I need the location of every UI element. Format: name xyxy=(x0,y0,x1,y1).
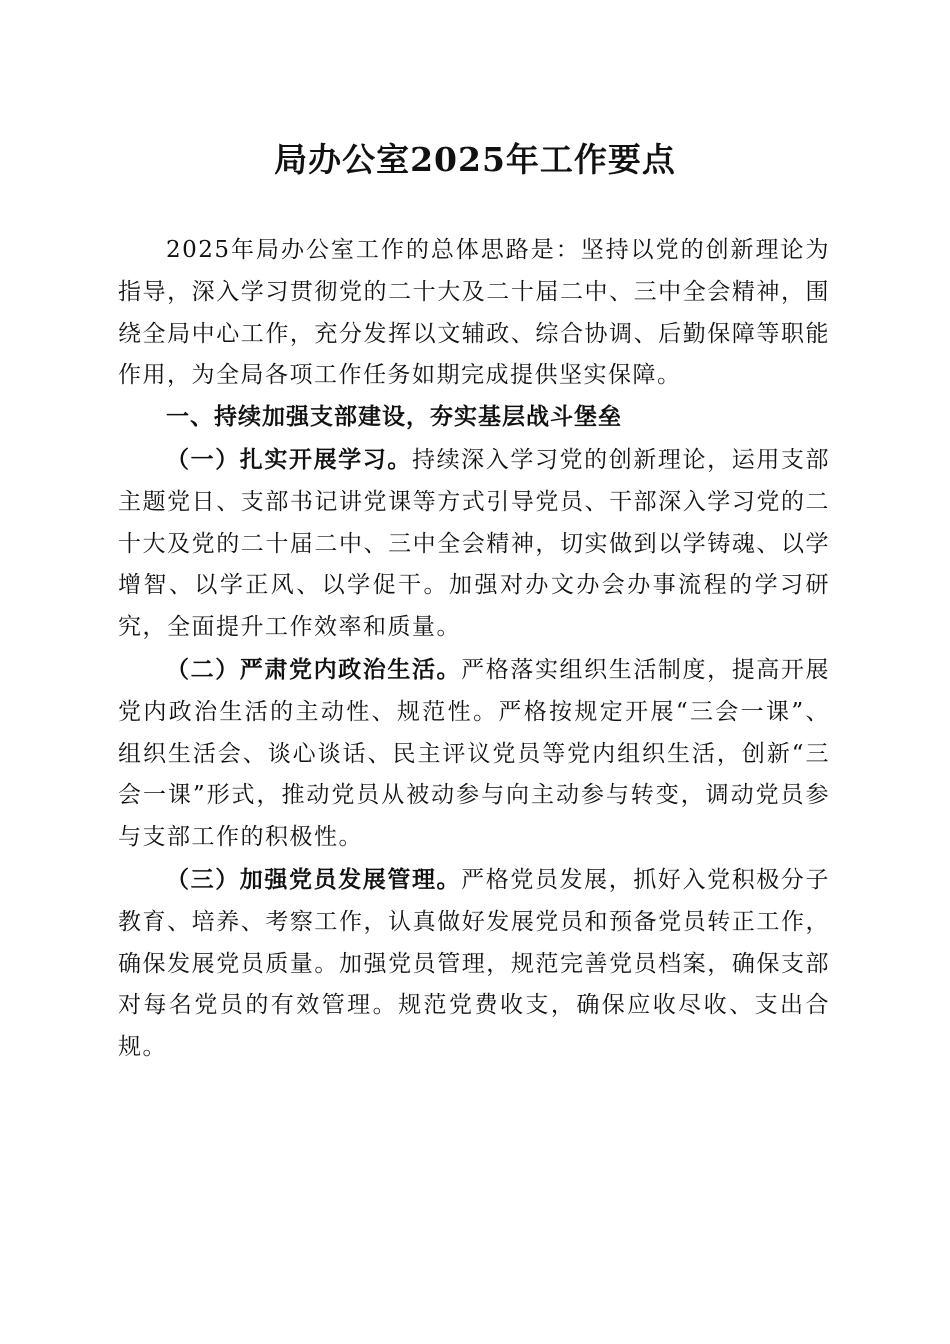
intro-paragraph: 2025年局办公室工作的总体思路是：坚持以党的创新理论为指导，深入学习贯彻党的二十大及二十届二中、三中全会精神，围绕全局中心工作，充分发挥以文辅政、综合协调、后勤保障等职能作用，为全局各项工作任务如期完成提供坚实保障。 xyxy=(118,237,830,389)
item-paragraph-1 xyxy=(118,439,830,649)
item-text-2: 严格落实组织生活制度，提高开展党内政治生活的主动性、规范性。严格按规定开展“三会一课”、组织生活会、谈心谈话、民主评议党员等党内组织生活，创新“三会一课”形式，推动党员从被动参与向主动参与转变，调动党员参与支部工作的积极性。 xyxy=(118,656,831,851)
item-title-3: （三）加强党员发展管理。 xyxy=(166,865,462,893)
item-text-1: 持续深入学习党的创新理论，运用支部主题党日、支部书记讲党课等方式引导党员、干部深入学习党的二十大及党的二十届二中、三中全会精神，切实做到以学铸魂、以学增智、以学正风、以学促干。加强对办文办会办事流程的学习研究，全面提升工作效率和质量。 xyxy=(118,446,831,641)
item-paragraph-3 xyxy=(118,859,830,1069)
section-heading: 一、持续加强支部建设，夯实基层战斗堡垒 xyxy=(166,404,622,431)
item-paragraph-2 xyxy=(118,649,830,859)
item-title-2: （二）严肃党内政治生活。 xyxy=(166,655,462,683)
document-title: 局办公室2025年工作要点 xyxy=(274,140,676,179)
document-body xyxy=(118,230,830,1069)
item-text-3: 严格党员发展，抓好入党积极分子教育、培养、考察工作，认真做好发展党员和预备党员转正工作，确保发展党员质量。加强党员管理，规范完善党员档案，确保支部对每名党员的有效管理。规范党费收支，确保应收尽收、支出合规。 xyxy=(118,866,831,1061)
item-title-1: （一）扎实开展学习。 xyxy=(166,445,412,473)
